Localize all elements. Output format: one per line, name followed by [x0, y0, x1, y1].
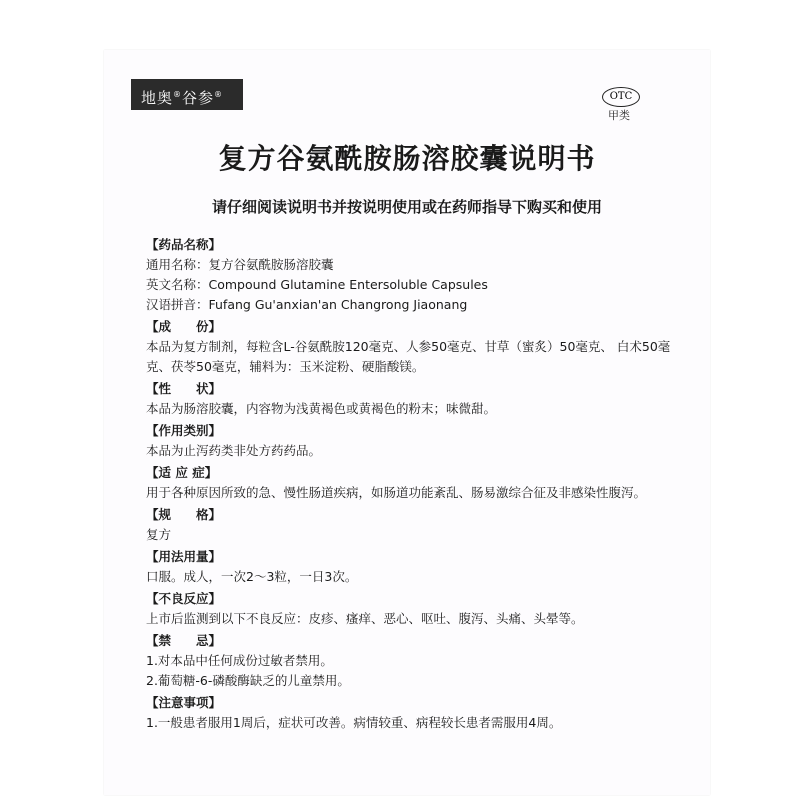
- section-heading-category: 【作用类别】: [146, 423, 222, 438]
- english-name: 英文名称：Compound Glutamine Entersoluble Capsules: [146, 277, 488, 292]
- pinyin-name: 汉语拼音：Fufang Gu'anxian'an Changrong Jiaonang: [146, 297, 468, 312]
- page-subtitle: 请仔细阅读说明书并按说明使用或在药师指导下购买和使用: [211, 198, 602, 216]
- dosage-text: 口服。成人，一次2～3粒，一日3次。: [146, 569, 358, 584]
- brand-name-2: 谷参: [182, 89, 215, 107]
- composition-text: 本品为复方制剂，每粒含L-谷氨酰胺120毫克、人参50毫克、甘草（蜜炙）50毫克、 白术50毫克、茯苓50毫克，辅料为：玉米淀粉、硬脂酸镁。: [146, 339, 671, 374]
- section-heading-dosage: 【用法用量】: [146, 549, 222, 564]
- section-heading-composition: 【成 份】: [146, 319, 222, 334]
- brand-logo: [131, 79, 243, 110]
- section-heading-specification: 【规 格】: [146, 507, 222, 522]
- precautions-text: 1.一般患者服用1周后，症状可改善。病情较重、病程较长患者需服用4周。: [146, 715, 562, 730]
- page-title: 复方谷氨酰胺肠溶胶囊说明书: [218, 142, 596, 175]
- brand-name: 地奥: [141, 89, 174, 107]
- section-heading-properties: 【性 状】: [146, 381, 222, 396]
- otc-badge: OTC: [602, 87, 640, 107]
- section-heading-precautions: 【注意事项】: [146, 695, 222, 710]
- section-heading-contraindications: 【禁 忌】: [146, 633, 222, 648]
- otc-class-label: 甲类: [608, 109, 630, 122]
- contraindication-item: 2.葡萄糖-6-磷酸酶缺乏的儿童禁用。: [146, 673, 350, 688]
- brand-registered-mark-2: ®: [214, 90, 224, 99]
- section-heading-drug-name: 【药品名称】: [146, 237, 222, 252]
- category-text: 本品为止泻药类非处方药药品。: [146, 443, 322, 458]
- generic-name: 通用名称：复方谷氨酰胺肠溶胶囊: [146, 257, 334, 272]
- brand-registered-mark: ®: [173, 90, 183, 99]
- instruction-content: [146, 233, 676, 733]
- adverse-reactions-text: 上市后监测到以下不良反应：皮疹、瘙痒、恶心、呕吐、腹泻、头痛、头晕等。: [146, 611, 584, 626]
- specification-text: 复方: [146, 527, 172, 542]
- section-heading-adverse-reactions: 【不良反应】: [146, 591, 222, 606]
- section-heading-indications: 【适 应 症】: [146, 465, 218, 480]
- indications-text: 用于各种原因所致的急、慢性肠道疾病，如肠道功能紊乱、肠易激综合征及非感染性腹泻。: [146, 485, 647, 500]
- properties-text: 本品为肠溶胶囊，内容物为浅黄褐色或黄褐色的粉末；味微甜。: [146, 401, 497, 416]
- contraindication-item: 1.对本品中任何成份过敏者禁用。: [146, 653, 333, 668]
